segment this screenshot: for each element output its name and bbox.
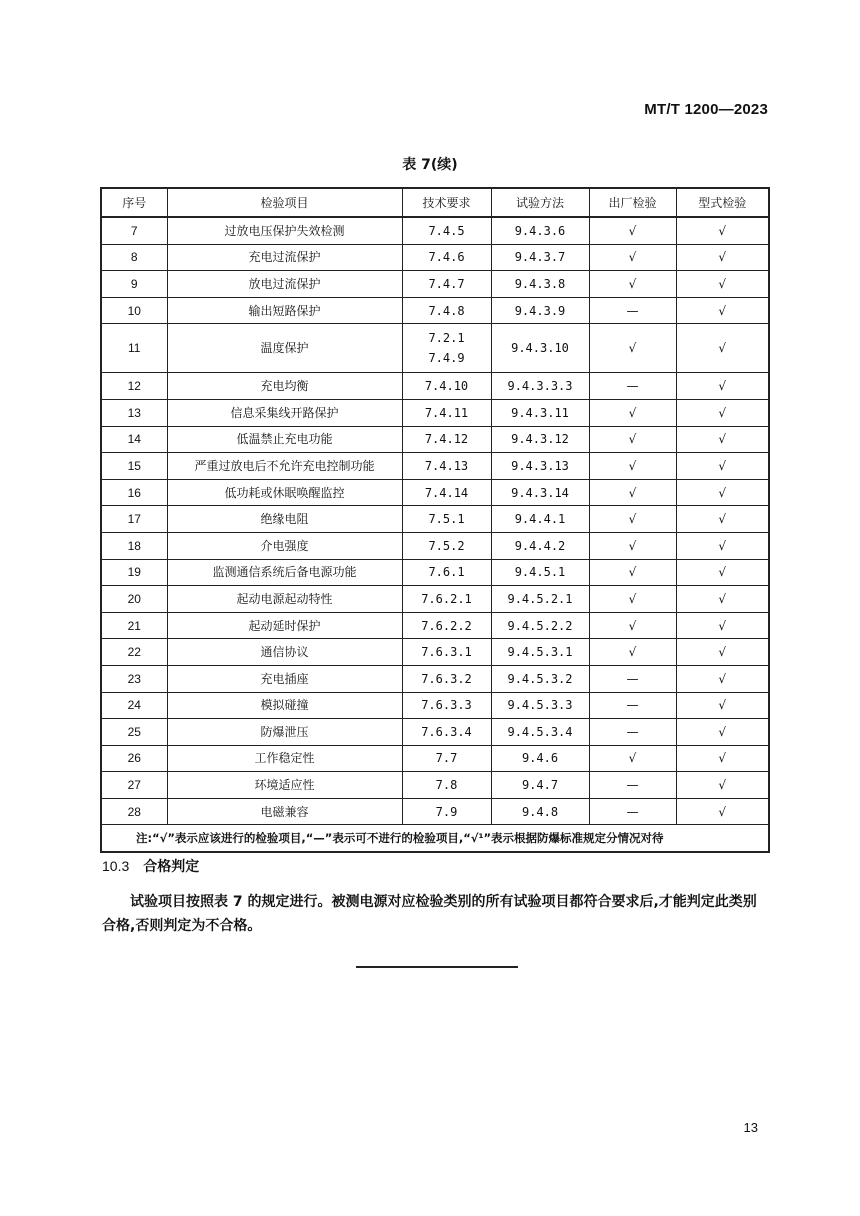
section-paragraph: 试验项目按照表 7 的规定进行。被测电源对应检验类别的所有试验项目都符合要求后,才能判定此类别合格,否则判定为不合格。	[102, 894, 757, 934]
cell-no: 21	[101, 612, 167, 639]
table-note-row	[101, 825, 769, 853]
table-row	[101, 798, 769, 825]
table-row	[101, 586, 769, 613]
cell-requirement	[402, 719, 491, 746]
cell-factory-inspection: √	[589, 324, 676, 373]
cell-type-inspection: √	[676, 373, 769, 400]
cell-type-inspection: √	[676, 426, 769, 453]
cell-item: 防爆泄压	[167, 719, 402, 746]
table-row	[101, 426, 769, 453]
cell-requirement	[402, 244, 491, 271]
requirement-clause: 7.4.10	[424, 379, 469, 394]
cell-type-inspection: √	[676, 798, 769, 825]
table-row	[101, 719, 769, 746]
requirement-clause: 7.4.6	[428, 250, 465, 265]
cell-factory-inspection: √	[589, 271, 676, 298]
requirement-clause: 7.8	[435, 778, 458, 793]
cell-method: 9.4.3.6	[491, 217, 589, 244]
cell-factory-inspection: √	[589, 639, 676, 666]
cell-no: 23	[101, 665, 167, 692]
cell-requirement	[402, 692, 491, 719]
cell-method: 9.4.5.3.2	[491, 665, 589, 692]
cell-requirement	[402, 297, 491, 324]
table-row	[101, 506, 769, 533]
cell-factory-inspection: —	[589, 719, 676, 746]
cell-factory-inspection: √	[589, 559, 676, 586]
cell-factory-inspection: √	[589, 612, 676, 639]
cell-no: 16	[101, 479, 167, 506]
cell-method: 9.4.5.3.1	[491, 639, 589, 666]
cell-no: 18	[101, 532, 167, 559]
cell-item: 温度保护	[167, 324, 402, 373]
cell-type-inspection: √	[676, 612, 769, 639]
requirement-clause: 7.6.3.4	[421, 724, 472, 739]
cell-requirement	[402, 772, 491, 799]
cell-type-inspection: √	[676, 745, 769, 772]
cell-item: 信息采集线开路保护	[167, 399, 402, 426]
column-header-method: 试验方法	[491, 188, 589, 217]
cell-type-inspection: √	[676, 479, 769, 506]
cell-type-inspection: √	[676, 692, 769, 719]
cell-no: 24	[101, 692, 167, 719]
requirement-clause: 7.4.9	[428, 351, 465, 366]
cell-type-inspection: √	[676, 532, 769, 559]
table-row	[101, 373, 769, 400]
cell-method: 9.4.3.11	[491, 399, 589, 426]
section-heading	[102, 856, 199, 876]
cell-factory-inspection: √	[589, 217, 676, 244]
cell-no: 22	[101, 639, 167, 666]
table-note: 注:“√”表示应该进行的检验项目,“—”表示可不进行的检验项目,“√¹”表示根据防爆标准规定分情况对待	[101, 825, 769, 853]
cell-item: 模拟碰撞	[167, 692, 402, 719]
table-row	[101, 665, 769, 692]
section-title: 合格判定	[143, 859, 200, 875]
cell-no: 13	[101, 399, 167, 426]
cell-requirement	[402, 665, 491, 692]
requirement-clause: 7.5.2	[428, 538, 465, 553]
cell-no: 12	[101, 373, 167, 400]
cell-item: 起动延时保护	[167, 612, 402, 639]
cell-requirement	[402, 217, 491, 244]
cell-item: 充电均衡	[167, 373, 402, 400]
table-row	[101, 271, 769, 298]
table-row	[101, 692, 769, 719]
cell-requirement	[402, 479, 491, 506]
cell-type-inspection: √	[676, 506, 769, 533]
cell-no: 11	[101, 324, 167, 373]
column-header-type: 型式检验	[676, 188, 769, 217]
cell-no: 14	[101, 426, 167, 453]
requirement-clause: 7.4.13	[424, 458, 469, 473]
cell-method: 9.4.3.9	[491, 297, 589, 324]
cell-type-inspection: √	[676, 639, 769, 666]
cell-method: 9.4.3.13	[491, 453, 589, 480]
cell-method: 9.4.3.8	[491, 271, 589, 298]
cell-factory-inspection: —	[589, 772, 676, 799]
cell-type-inspection: √	[676, 665, 769, 692]
cell-item: 介电强度	[167, 532, 402, 559]
cell-factory-inspection: √	[589, 506, 676, 533]
table-row	[101, 297, 769, 324]
cell-factory-inspection: √	[589, 426, 676, 453]
cell-requirement	[402, 745, 491, 772]
cell-factory-inspection: √	[589, 745, 676, 772]
table-row	[101, 745, 769, 772]
cell-factory-inspection: √	[589, 453, 676, 480]
section-number: 10.3	[102, 858, 130, 874]
requirement-clause: 7.6.2.2	[421, 618, 472, 633]
cell-no: 7	[101, 217, 167, 244]
requirement-clause: 7.6.3.2	[421, 671, 472, 686]
cell-no: 25	[101, 719, 167, 746]
cell-factory-inspection: —	[589, 297, 676, 324]
cell-method: 9.4.6	[491, 745, 589, 772]
cell-no: 28	[101, 798, 167, 825]
requirement-clause: 7.5.1	[428, 512, 465, 527]
cell-item: 工作稳定性	[167, 745, 402, 772]
cell-requirement	[402, 586, 491, 613]
cell-requirement	[402, 532, 491, 559]
cell-factory-inspection: √	[589, 532, 676, 559]
requirement-clause: 7.4.7	[428, 276, 465, 291]
cell-type-inspection: √	[676, 399, 769, 426]
table-row	[101, 244, 769, 271]
cell-no: 20	[101, 586, 167, 613]
cell-requirement	[402, 559, 491, 586]
cell-no: 8	[101, 244, 167, 271]
cell-requirement	[402, 612, 491, 639]
cell-item: 过放电压保护失效检测	[167, 217, 402, 244]
cell-type-inspection: √	[676, 217, 769, 244]
cell-requirement	[402, 399, 491, 426]
cell-factory-inspection: —	[589, 373, 676, 400]
cell-type-inspection: √	[676, 297, 769, 324]
cell-method: 9.4.3.3.3	[491, 373, 589, 400]
cell-method: 9.4.5.2.2	[491, 612, 589, 639]
table-row	[101, 639, 769, 666]
requirement-clause: 7.4.11	[424, 405, 469, 420]
column-header-no: 序号	[101, 188, 167, 217]
cell-requirement	[402, 373, 491, 400]
cell-requirement	[402, 426, 491, 453]
cell-method: 9.4.4.1	[491, 506, 589, 533]
cell-item: 放电过流保护	[167, 271, 402, 298]
table-row	[101, 559, 769, 586]
requirement-clause: 7.6.1	[428, 565, 465, 580]
table-title: 表 7(续)	[402, 157, 458, 173]
cell-method: 9.4.3.7	[491, 244, 589, 271]
standard-code: MT/T 1200—2023	[644, 101, 768, 118]
end-of-document-rule	[356, 966, 518, 968]
requirement-clause: 7.4.14	[424, 485, 469, 500]
cell-item: 监测通信系统后备电源功能	[167, 559, 402, 586]
cell-item: 严重过放电后不允许充电控制功能	[167, 453, 402, 480]
table-row	[101, 453, 769, 480]
requirement-clause: 7.2.1	[428, 331, 465, 346]
cell-item: 低功耗或休眠唤醒监控	[167, 479, 402, 506]
cell-factory-inspection: √	[589, 244, 676, 271]
cell-factory-inspection: —	[589, 692, 676, 719]
requirement-clause: 7.4.8	[428, 303, 465, 318]
cell-requirement	[402, 639, 491, 666]
cell-requirement	[402, 798, 491, 825]
column-header-factory: 出厂检验	[589, 188, 676, 217]
cell-no: 10	[101, 297, 167, 324]
requirement-clause: 7.9	[435, 804, 458, 819]
cell-item: 充电过流保护	[167, 244, 402, 271]
requirement-clause: 7.6.3.3	[421, 698, 472, 713]
table-row	[101, 324, 769, 373]
column-header-item: 检验项目	[167, 188, 402, 217]
cell-factory-inspection: √	[589, 586, 676, 613]
table-row	[101, 217, 769, 244]
cell-no: 17	[101, 506, 167, 533]
cell-requirement	[402, 453, 491, 480]
cell-type-inspection: √	[676, 453, 769, 480]
cell-requirement	[402, 271, 491, 298]
cell-factory-inspection: —	[589, 665, 676, 692]
cell-method: 9.4.3.14	[491, 479, 589, 506]
table-header-row	[101, 188, 769, 217]
cell-no: 26	[101, 745, 167, 772]
cell-method: 9.4.3.12	[491, 426, 589, 453]
cell-no: 19	[101, 559, 167, 586]
table-row	[101, 612, 769, 639]
cell-method: 9.4.3.10	[491, 324, 589, 373]
cell-type-inspection: √	[676, 586, 769, 613]
cell-type-inspection: √	[676, 271, 769, 298]
cell-requirement	[402, 506, 491, 533]
table-row	[101, 479, 769, 506]
cell-item: 环境适应性	[167, 772, 402, 799]
table-row	[101, 399, 769, 426]
cell-item: 充电插座	[167, 665, 402, 692]
cell-no: 9	[101, 271, 167, 298]
requirement-clause: 7.7	[435, 751, 458, 766]
cell-no: 27	[101, 772, 167, 799]
cell-method: 9.4.7	[491, 772, 589, 799]
cell-type-inspection: √	[676, 559, 769, 586]
cell-requirement	[402, 324, 491, 373]
table-body	[101, 217, 769, 852]
requirement-clause: 7.4.12	[424, 432, 469, 447]
table-row	[101, 532, 769, 559]
cell-type-inspection: √	[676, 772, 769, 799]
cell-type-inspection: √	[676, 719, 769, 746]
cell-item: 通信协议	[167, 639, 402, 666]
cell-no: 15	[101, 453, 167, 480]
cell-type-inspection: √	[676, 324, 769, 373]
table-row	[101, 772, 769, 799]
cell-method: 9.4.5.3.4	[491, 719, 589, 746]
cell-item: 起动电源起动特性	[167, 586, 402, 613]
cell-factory-inspection: √	[589, 399, 676, 426]
cell-factory-inspection: √	[589, 479, 676, 506]
cell-item: 输出短路保护	[167, 297, 402, 324]
requirement-clause: 7.6.3.1	[421, 645, 472, 660]
column-header-requirement: 技术要求	[402, 188, 491, 217]
cell-item: 绝缘电阻	[167, 506, 402, 533]
requirement-clause: 7.4.5	[428, 223, 465, 238]
cell-method: 9.4.4.2	[491, 532, 589, 559]
cell-factory-inspection: —	[589, 798, 676, 825]
inspection-items-table	[100, 187, 770, 853]
cell-method: 9.4.5.1	[491, 559, 589, 586]
page-number: 13	[743, 1120, 758, 1135]
cell-type-inspection: √	[676, 244, 769, 271]
cell-method: 9.4.5.3.3	[491, 692, 589, 719]
cell-item: 低温禁止充电功能	[167, 426, 402, 453]
requirement-clause: 7.6.2.1	[421, 591, 472, 606]
cell-method: 9.4.8	[491, 798, 589, 825]
cell-method: 9.4.5.2.1	[491, 586, 589, 613]
cell-item: 电磁兼容	[167, 798, 402, 825]
